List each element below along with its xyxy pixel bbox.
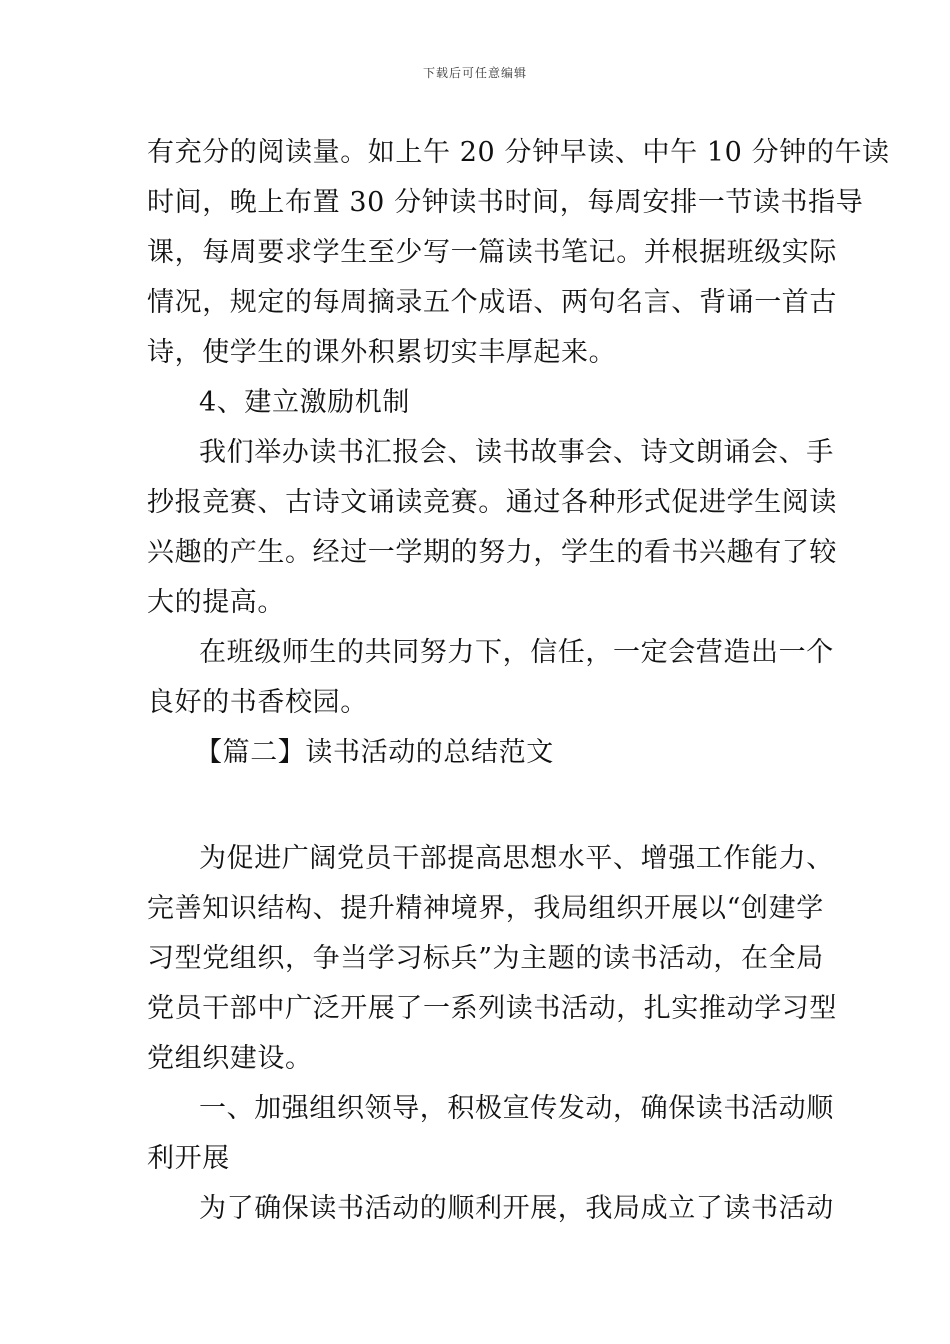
text-line: 利开展 [147, 1143, 230, 1174]
text-line: 完善知识结构、提升精神境界，我局组织开展以“创建学 [147, 893, 824, 924]
section-one-text [147, 128, 890, 728]
text-line: 情况，规定的每周摘录五个成语、两句名言、背诵一首古 [147, 287, 837, 318]
section-two-text [147, 834, 837, 1234]
text-line: 4、建立激励机制 [199, 387, 410, 418]
text-line: 为了确保读书活动的顺利开展，我局成立了读书活动 [199, 1193, 834, 1224]
text-line: 党组织建设。 [147, 1043, 313, 1074]
page-header: 下载后可任意编辑 [422, 66, 527, 80]
text-line: 诗，使学生的课外积累切实丰厚起来。 [147, 337, 617, 368]
document-body [147, 128, 890, 1234]
text-line: 一、加强组织领导，积极宣传发动，确保读书活动顺 [199, 1093, 834, 1124]
text-line: 大的提高。 [147, 587, 285, 618]
text-line: 良好的书香校园。 [147, 687, 368, 718]
text-line: 抄报竞赛、古诗文诵读竞赛。通过各种形式促进学生阅读 [147, 487, 837, 518]
text-line: 有充分的阅读量。如上午 20 分钟早读、中午 10 分钟的午读 [147, 137, 890, 168]
text-line: 时间，晚上布置 30 分钟读书时间，每周安排一节读书指导 [147, 187, 864, 218]
text-line: 在班级师生的共同努力下，信任，一定会营造出一个 [199, 637, 834, 668]
text-line: 为促进广阔党员干部提高思想水平、增强工作能力、 [199, 843, 834, 874]
text-line: 我们举办读书汇报会、读书故事会、诗文朗诵会、手 [199, 437, 834, 468]
blank-line [147, 778, 807, 834]
text-line: 兴趣的产生。经过一学期的努力，学生的看书兴趣有了较 [147, 537, 837, 568]
section-heading: 【篇二】读书活动的总结范文 [195, 737, 554, 768]
text-line: 党员干部中广泛开展了一系列读书活动，扎实推动学习型 [147, 993, 837, 1024]
text-line: 课，每周要求学生至少写一篇读书笔记。并根据班级实际 [147, 237, 837, 268]
text-line: 习型党组织，争当学习标兵”为主题的读书活动，在全局 [147, 943, 824, 974]
